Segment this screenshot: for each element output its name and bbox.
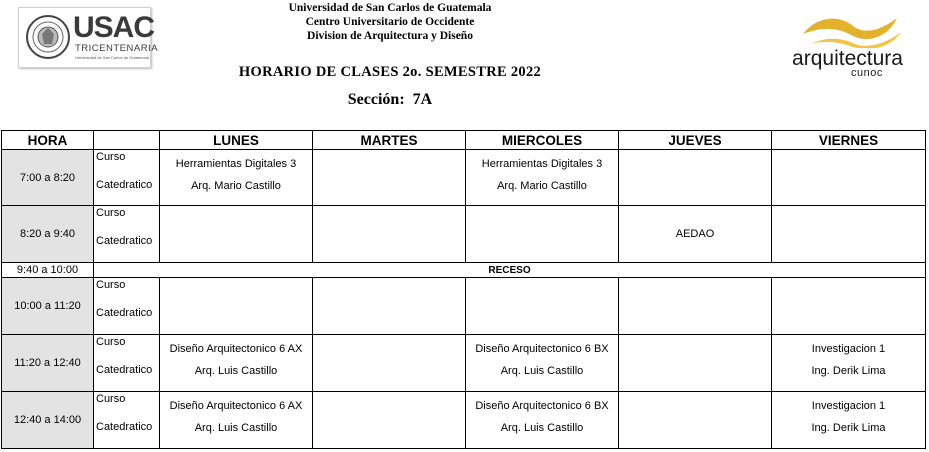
class-cell-jueves bbox=[619, 150, 772, 206]
table-row bbox=[2, 278, 926, 335]
table-row bbox=[2, 206, 926, 263]
usac-subtitle: TRICENTENARIA bbox=[75, 43, 159, 54]
class-cell-lunes bbox=[160, 392, 313, 449]
arquitectura-cunoc: cunoc bbox=[851, 67, 883, 79]
class-cell-viernes bbox=[772, 335, 926, 392]
header-miercoles: MIERCOLES bbox=[466, 131, 619, 150]
class-cell-martes bbox=[313, 150, 466, 206]
recess-cell: RECESO bbox=[94, 263, 926, 278]
teacher-label: Catedratico bbox=[96, 235, 153, 247]
hora-cell: 8:20 a 9:40 bbox=[2, 206, 94, 263]
row-label-cell bbox=[94, 392, 160, 449]
university-name: Universidad de San Carlos de Guatemala bbox=[288, 2, 492, 14]
course-label: Curso bbox=[96, 279, 126, 291]
row-label-cell bbox=[94, 150, 160, 206]
course-name: Investigacion 1 bbox=[811, 400, 886, 412]
arquitectura-swoosh-icon bbox=[797, 12, 905, 48]
header-viernes: VIERNES bbox=[772, 131, 926, 150]
row-label-cell bbox=[94, 206, 160, 263]
class-cell-martes bbox=[313, 206, 466, 263]
center-name: Centro Universitario de Occidente bbox=[305, 16, 475, 28]
class-cell-jueves: AEDAO bbox=[619, 206, 772, 263]
usac-tagline: Universidad de San Carlos de Guatemala bbox=[75, 55, 149, 60]
class-cell-lunes bbox=[160, 335, 313, 392]
course-name: Diseño Arquitectonico 6 BX bbox=[475, 343, 609, 355]
header-martes: MARTES bbox=[313, 131, 466, 150]
arquitectura-word: arquitectura bbox=[792, 47, 903, 70]
hora-cell: 7:00 a 8:20 bbox=[2, 150, 94, 206]
header-hora: HORA bbox=[2, 131, 94, 150]
teacher-name: Arq. Mario Castillo bbox=[497, 180, 587, 192]
row-label-cell bbox=[94, 278, 160, 335]
table-row bbox=[2, 150, 926, 206]
teacher-name: Ing. Derik Lima bbox=[811, 365, 886, 377]
schedule-title: HORARIO DE CLASES 2o. SEMESTRE 2022 bbox=[238, 64, 542, 80]
class-cell-viernes bbox=[772, 150, 926, 206]
teacher-label: Catedratico bbox=[96, 421, 153, 433]
class-cell-jueves bbox=[619, 335, 772, 392]
course-name: Herramientas Digitales 3 bbox=[481, 158, 603, 170]
course-label: Curso bbox=[96, 207, 126, 219]
class-cell-viernes bbox=[772, 392, 926, 449]
teacher-label: Catedratico bbox=[96, 307, 153, 319]
header-jueves: JUEVES bbox=[619, 131, 772, 150]
teacher-name: Arq. Luis Castillo bbox=[194, 422, 278, 434]
class-cell-martes bbox=[313, 278, 466, 335]
teacher-name: Arq. Luis Castillo bbox=[500, 365, 584, 377]
row-label-cell bbox=[94, 335, 160, 392]
course-label: Curso bbox=[96, 336, 126, 348]
class-cell-jueves bbox=[619, 278, 772, 335]
schedule-table bbox=[1, 130, 926, 449]
section-value: 7A bbox=[412, 91, 433, 108]
table-header-row bbox=[2, 131, 926, 150]
teacher-name: Arq. Luis Castillo bbox=[500, 422, 584, 434]
hora-cell: 11:20 a 12:40 bbox=[2, 335, 94, 392]
usac-name: USAC bbox=[73, 11, 155, 44]
header-lunes: LUNES bbox=[160, 131, 313, 150]
course-name: Herramientas Digitales 3 bbox=[175, 158, 297, 170]
course-label: Curso bbox=[96, 151, 126, 163]
section-heading bbox=[300, 91, 480, 109]
section-label: Sección: bbox=[347, 91, 405, 108]
class-cell-miercoles bbox=[466, 392, 619, 449]
usac-logo bbox=[18, 7, 159, 68]
table-row bbox=[2, 335, 926, 392]
course-name: Diseño Arquitectonico 6 BX bbox=[475, 400, 609, 412]
class-cell-viernes bbox=[772, 206, 926, 263]
class-cell-lunes bbox=[160, 150, 313, 206]
teacher-name: Arq. Luis Castillo bbox=[194, 365, 278, 377]
header-label bbox=[94, 131, 160, 150]
class-cell-martes bbox=[313, 335, 466, 392]
class-cell-viernes bbox=[772, 278, 926, 335]
course-name: Diseño Arquitectonico 6 AX bbox=[169, 343, 303, 355]
table-row bbox=[2, 392, 926, 449]
recess-row bbox=[2, 263, 926, 278]
course-name: Diseño Arquitectonico 6 AX bbox=[169, 400, 303, 412]
hora-cell: 12:40 a 14:00 bbox=[2, 392, 94, 449]
teacher-name: Ing. Derik Lima bbox=[811, 422, 886, 434]
teacher-name: Arq. Mario Castillo bbox=[191, 180, 281, 192]
usac-seal-icon bbox=[25, 14, 71, 60]
class-cell-lunes bbox=[160, 206, 313, 263]
course-name: Investigacion 1 bbox=[811, 343, 886, 355]
class-cell-jueves bbox=[619, 392, 772, 449]
course-label: Curso bbox=[96, 393, 126, 405]
hora-cell: 10:00 a 11:20 bbox=[2, 278, 94, 335]
arquitectura-logo bbox=[785, 10, 915, 80]
hora-cell: 9:40 a 10:00 bbox=[2, 263, 94, 278]
division-name: Division de Arquitectura y Diseño bbox=[307, 30, 473, 42]
class-cell-martes bbox=[313, 392, 466, 449]
class-cell-miercoles bbox=[466, 206, 619, 263]
teacher-label: Catedratico bbox=[96, 179, 153, 191]
class-cell-miercoles bbox=[466, 335, 619, 392]
class-cell-miercoles bbox=[466, 150, 619, 206]
teacher-label: Catedratico bbox=[96, 364, 153, 376]
class-cell-miercoles bbox=[466, 278, 619, 335]
class-cell-lunes bbox=[160, 278, 313, 335]
